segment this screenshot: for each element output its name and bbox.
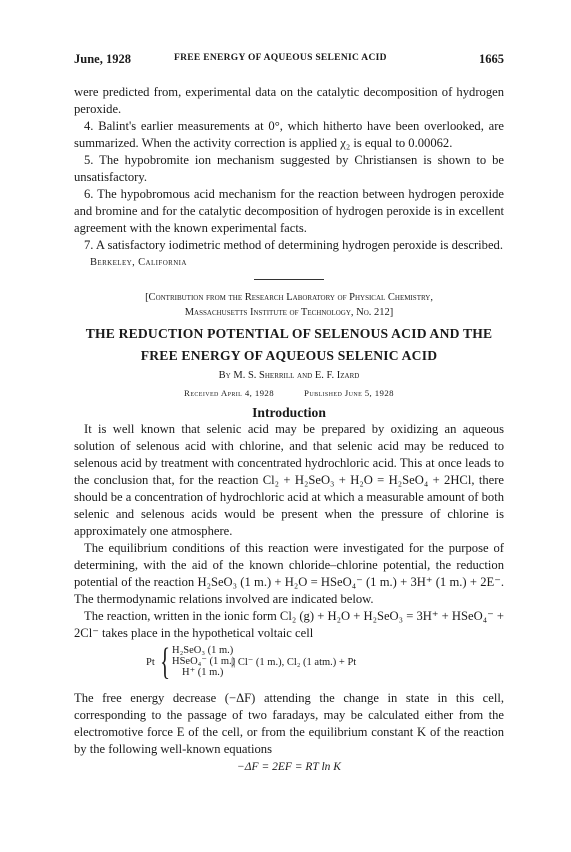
issue-date: June, 1928 (74, 52, 131, 66)
summary-item-4: 4. Balint's earlier measurements at 0°, which hitherto have been overlooked, are summarized. When the activity correction is applied χ₂ is equal to 0.00062. (74, 119, 504, 150)
article-authors: By M. S. Sherrill and E. F. Izard (218, 370, 360, 381)
free-energy-equation: −ΔF = 2EF = RT ln K (237, 761, 341, 773)
cell-right-side: || Cl⁻ (1 m.), Cl₂ (1 atm.) + Pt (231, 657, 357, 668)
page-body (74, 84, 504, 776)
left-brace-icon: { (160, 641, 171, 683)
section-heading: Introduction (252, 405, 326, 420)
cell-components (172, 645, 235, 678)
summary-item-6: 6. The hypobromous acid mechanism for the reaction between hydrogen peroxide and bromine and for the catalytic decomposition of hydrogen peroxide is in excellent agreement with the known experimental facts. (74, 187, 504, 235)
article-dates (74, 385, 504, 402)
voltaic-cell-notation (74, 642, 504, 690)
previous-article-continuation: were predicted from, experimental data on the catalytic decomposition of hydrogen peroxide. (74, 85, 504, 116)
section-divider (254, 279, 324, 280)
contribution-line-2: Massachusetts Institute of Technology, No. 212] (184, 307, 394, 318)
page-number: 1665 (479, 52, 504, 66)
paragraph-2: The equilibrium conditions of this reaction were investigated for the purpose of determining, with the aid of the known chloride–chlorine potential, the reduction potential of the reaction H₂SeO₃ (1 m.) + H₂O = HSeO₄⁻ (1 m.) + 3H⁺ (1 m.) + 2E⁻. The thermodynamic relations involved are indicated below. (74, 541, 504, 606)
author-location: Berkeley, California (90, 257, 187, 268)
received-date: Received April 4, 1928 (184, 388, 275, 398)
cell-component-3: H⁺ (1 m.) (182, 667, 224, 678)
article-title-line-1: THE REDUCTION POTENTIAL OF SELENOUS ACID AND THE (85, 326, 493, 341)
summary-item-5: 5. The hypobromite ion mechanism suggested by Christiansen is shown to be unsatisfactory. (74, 153, 504, 184)
cell-component-1: H₂SeO₃ (1 m.) (172, 645, 234, 656)
paragraph-1: It is well known that selenic acid may be prepared by oxidizing an aqueous solution of selenous acid with chlorine, and that selenic acid may be reduced to selenous acid by treatment with concentrated hydrochloric acid. This at once leads to the conclusion that, for the reaction Cl₂ + H₂SeO₃ + H₂O = H₂SeO₄ + 2HCl, there should be a concentration of hydrochloric acid at which a measurable amount of both selenic and selenous acids would be present when the pressure of chlorine is approximately one atmosphere. (74, 422, 504, 538)
paragraph-3: The reaction, written in the ionic form Cl₂ (g) + H₂O + H₂SeO₃ = 3H⁺ + HSeO₄⁻ + 2Cl⁻ takes place in the hypothetical voltaic cell (74, 609, 504, 640)
running-header (74, 52, 504, 72)
summary-item-7: 7. A satisfactory iodimetric method of determining hydrogen peroxide is described. (84, 238, 503, 252)
article-title-line-2: FREE ENERGY OF AQUEOUS SELENIC ACID (140, 348, 438, 363)
contribution-line-1: [Contribution from the Research Laboratory of Physical Chemistry, (145, 292, 433, 303)
published-date: Published June 5, 1928 (304, 388, 394, 398)
running-title: FREE ENERGY OF AQUEOUS SELENIC ACID (174, 53, 387, 63)
cell-component-2: HSeO₄⁻ (1 m.) (172, 656, 236, 667)
cell-electrode: Pt (146, 657, 155, 668)
paragraph-4: The free energy decrease (−ΔF) attending the change in state in this cell, corresponding to the passage of two faradays, may be calculated either from the electromotive force E of the cell, or from the equilibrium constant K of the reaction by the following well-known equations (74, 691, 504, 756)
